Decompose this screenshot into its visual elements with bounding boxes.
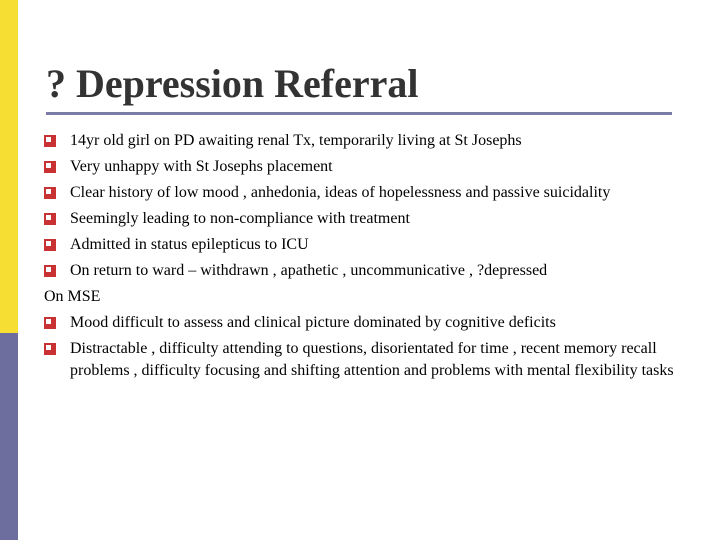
square-bullet-icon	[44, 343, 56, 355]
bullet-item	[44, 312, 684, 334]
bullet-text: Seemingly leading to non-compliance with treatment	[70, 210, 410, 227]
slide-body	[44, 130, 684, 386]
title-underline	[46, 112, 672, 115]
bullet-item	[44, 260, 684, 282]
section-heading-mse	[44, 286, 684, 308]
square-bullet-icon	[44, 213, 56, 225]
square-bullet-icon	[44, 239, 56, 251]
bullet-text: 14yr old girl on PD awaiting renal Tx, temporarily living at St Josephs	[70, 132, 522, 149]
sidebar-accent-top	[0, 0, 18, 333]
bullet-item	[44, 338, 684, 382]
square-bullet-icon	[44, 161, 56, 173]
bullet-text: Mood difficult to assess and clinical picture dominated by cognitive deficits	[70, 314, 556, 331]
square-bullet-icon	[44, 135, 56, 147]
bullet-item	[44, 208, 684, 230]
bullet-text: Distractable , difficulty attending to questions, disorientated for time , recent memory recall problems , difficulty focusing and shifting attention and problems with mental flexibility tasks	[70, 340, 674, 379]
bullet-item	[44, 130, 684, 152]
bullet-item	[44, 182, 684, 204]
section-heading-text: On MSE	[44, 288, 101, 305]
bullet-text: On return to ward – withdrawn , apathetic , uncommunicative , ?depressed	[70, 262, 548, 279]
sidebar-accent-bottom	[0, 333, 18, 540]
bullet-item	[44, 234, 684, 256]
square-bullet-icon	[44, 317, 56, 329]
bullet-text: Very unhappy with St Josephs placement	[70, 158, 333, 175]
slide-title: ? Depression Referral	[46, 61, 419, 106]
bullet-text: Clear history of low mood , anhedonia, ideas of hopelessness and passive suicidality	[70, 184, 611, 201]
bullet-text: Admitted in status epilepticus to ICU	[70, 236, 309, 253]
square-bullet-icon	[44, 265, 56, 277]
bullet-item	[44, 156, 684, 178]
square-bullet-icon	[44, 187, 56, 199]
